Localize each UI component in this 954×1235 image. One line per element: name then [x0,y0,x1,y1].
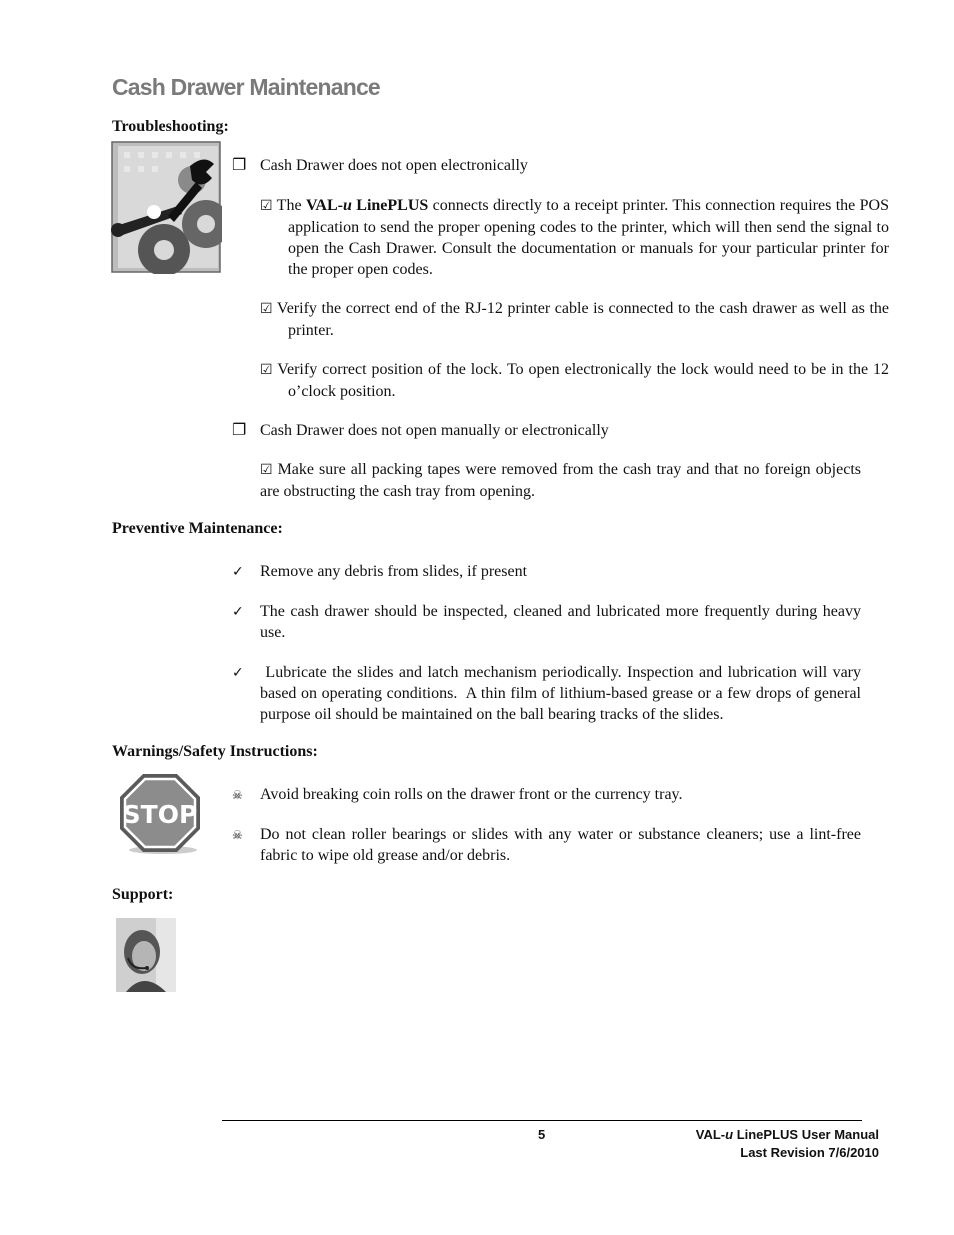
page-title: Cash Drawer Maintenance [112,74,380,100]
page-number: 5 [538,1127,546,1142]
check-icon: ✓ [232,564,244,580]
skull-icon: ☠ [232,788,243,802]
trouble-check-4: ☑ Make sure all packing tapes were removed from the cash tray and that no foreign objects are obstructing the cash tray from opening. [260,461,862,500]
check-icon: ✓ [232,665,244,681]
checked-box-icon: ☑ [260,301,273,317]
checked-box-icon: ☑ [260,198,273,214]
footer-revision: Last Revision 7/6/2010 [740,1145,879,1160]
trouble-check-2: ☑ Verify the correct end of the RJ-12 printer cable is connected to the cash drawer as well as the printer. [260,300,889,339]
footer-divider [222,1120,862,1121]
warning-item-2: Do not clean roller bearings or slides with any water or substance cleaners; use a lint-free fabric to wipe old grease and/or debris. [260,826,861,864]
svg-text:STOP: STOP [122,800,198,829]
check-icon: ✓ [232,604,244,620]
stop-sign-icon [118,770,204,856]
warnings-heading: Warnings/Safety Instructions: [112,743,318,760]
preventive-item-3: Lubricate the slides and latch mechanism periodically. Inspection and lubrication will vary based on operating conditions. A thin film of lithium-based grease or a few drops of general purpose oil should be maintained on the ball bearing tracks of the slides. [260,664,866,723]
preventive-item-1: Remove any debris from slides, if present [260,563,528,580]
footer-manual-title: VAL-u LinePLUS User Manual [695,1127,879,1142]
skull-icon: ☠ [232,828,243,842]
troubleshooting-heading: Troubleshooting: [112,118,229,135]
tools-gears-icon [108,140,222,274]
box-bullet-icon: ❐ [232,422,247,439]
trouble-check-1: ☑ The VAL-u LinePLUS connects directly to a receipt printer. This connection requires the POS application to send the proper opening codes to the printer, which will then send the signal to open the Cash Drawer. Consult the documentation or manuals for your particular printer for the proper open codes. [260,197,890,278]
support-agent-icon [116,918,176,992]
trouble-check-3: ☑ Verify correct position of the lock. To open electronically the lock would need to be in the 12 o’clock position. [260,361,889,400]
trouble-item-1: Cash Drawer does not open electronically [260,157,528,174]
support-heading: Support: [112,886,174,903]
checked-box-icon: ☑ [260,362,273,378]
brand-name: VAL- [305,197,343,214]
preventive-item-2: The cash drawer should be inspected, cleaned and lubricated more frequently during heavy use. [260,603,861,641]
box-bullet-icon: ❐ [232,157,247,174]
warning-item-1: Avoid breaking coin rolls on the drawer front or the currency tray. [260,786,683,803]
trouble-item-2: Cash Drawer does not open manually or electronically [260,422,609,439]
preventive-heading: Preventive Maintenance: [112,520,283,537]
checked-box-icon: ☑ [260,462,273,478]
